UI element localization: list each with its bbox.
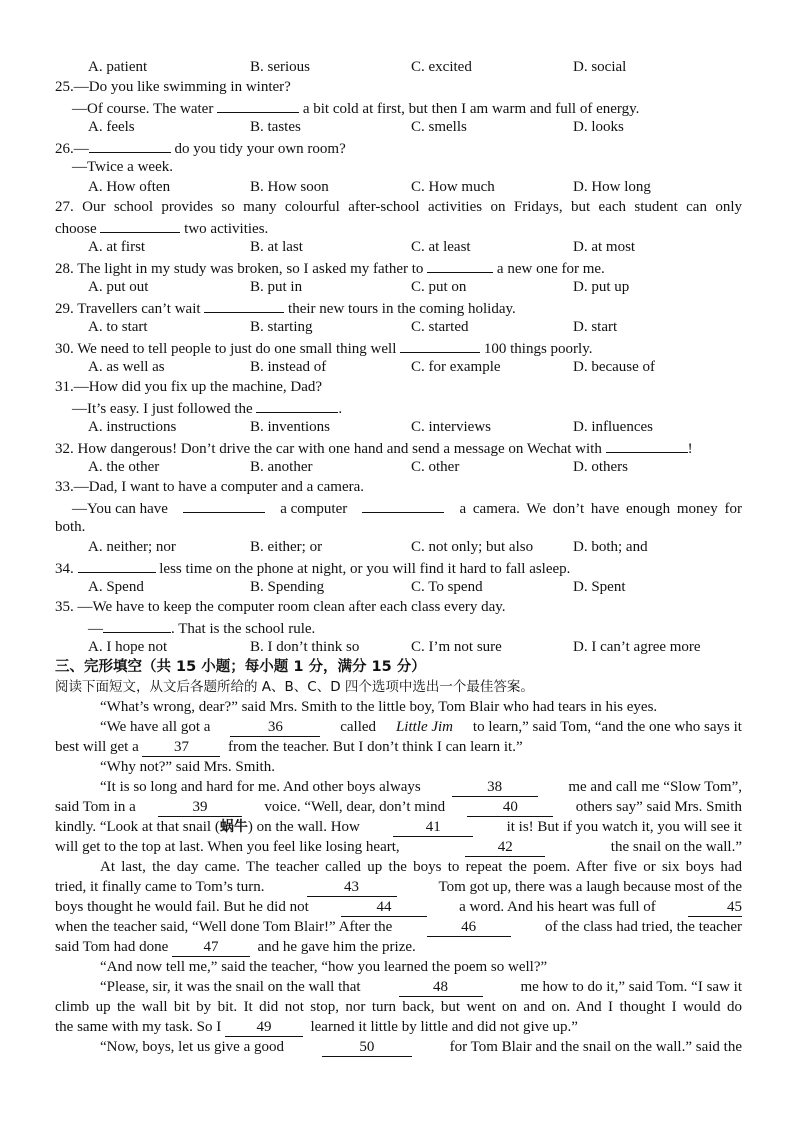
q26-option-a[interactable]: A. How often: [88, 179, 171, 195]
q32-stem: 32. How dangerous! Don’t drive the car with one hand and send a message on Wechat with !: [55, 437, 693, 459]
passage-line-12: when the teacher said, “Well done Tom Blair!” After the 46 of the class had tried, the teacher: [55, 919, 742, 935]
passage-line-8: will get to the top at last. When you feel like losing heart, 42 the snail on the wall.”: [55, 839, 742, 855]
passage-line-14: “And now tell me,” said the teacher, “how you learned the poem so well?”: [100, 959, 548, 975]
passage-line-4: “Why not?” said Mrs. Smith.: [100, 759, 275, 775]
q27-option-d[interactable]: D. at most: [573, 239, 636, 255]
q25-option-a[interactable]: A. feels: [88, 119, 135, 135]
blank-40[interactable]: 40: [467, 799, 553, 817]
q30-option-a[interactable]: A. as well as: [88, 359, 165, 375]
passage-line-7: kindly. “Look at that snail (蜗牛) on the wall. How 41 it is! But if you watch it, you will see it: [55, 819, 742, 835]
q35-option-a[interactable]: A. I hope not: [88, 639, 168, 655]
q35-option-d[interactable]: D. I can’t agree more: [573, 639, 701, 655]
q33-answer-cont: both.: [55, 519, 86, 535]
q30-option-c[interactable]: C. for example: [411, 359, 501, 375]
q32-blank[interactable]: [606, 437, 688, 453]
q26-option-b[interactable]: B. How soon: [250, 179, 329, 195]
passage-line-2: “We have all got a 36 called Little Jim to learn,” said Tom, “and the one who says it: [100, 719, 742, 735]
q33-option-d[interactable]: D. both; and: [573, 539, 648, 555]
q29-blank[interactable]: [204, 297, 284, 313]
q29-option-d[interactable]: D. start: [573, 319, 618, 335]
q35-option-c[interactable]: C. I’m not sure: [411, 639, 502, 655]
q31-option-d[interactable]: D. influences: [573, 419, 653, 435]
blank-44[interactable]: 44: [341, 899, 427, 917]
q26-option-d[interactable]: D. How long: [573, 179, 651, 195]
q25-blank[interactable]: [217, 97, 299, 113]
passage-line-16: climb up the wall bit by bit. It did not stop, nor turn back, but went on and on. And I thought I would do: [55, 999, 742, 1015]
blank-47[interactable]: 47: [172, 939, 250, 957]
q25-stem: 25.—Do you like swimming in winter?: [55, 79, 291, 95]
q29-stem: 29. Travellers can’t wait their new tours in the coming holiday.: [55, 297, 516, 319]
q28-option-a[interactable]: A. put out: [88, 279, 149, 295]
q34-option-d[interactable]: D. Spent: [573, 579, 626, 595]
q35-answer-line: — . That is the school rule.: [88, 617, 315, 639]
q26-blank[interactable]: [89, 137, 171, 153]
q35-stem: 35. —We have to keep the computer room clean after each class every day.: [55, 599, 506, 615]
q24-option-c[interactable]: C. excited: [411, 59, 472, 75]
q33-blank-1[interactable]: [183, 497, 265, 513]
q29-option-b[interactable]: B. starting: [250, 319, 313, 335]
q32-option-c[interactable]: C. other: [411, 459, 460, 475]
q28-option-c[interactable]: C. put on: [411, 279, 467, 295]
blank-49[interactable]: 49: [225, 1019, 303, 1037]
q34-stem: 34. less time on the phone at night, or you will find it hard to fall asleep.: [55, 557, 570, 579]
q34-option-a[interactable]: A. Spend: [88, 579, 144, 595]
q34-option-b[interactable]: B. Spending: [250, 579, 325, 595]
q34-blank[interactable]: [78, 557, 156, 573]
q34-option-c[interactable]: C. To spend: [411, 579, 483, 595]
blank-48[interactable]: 48: [399, 979, 483, 997]
q25-option-c[interactable]: C. smells: [411, 119, 467, 135]
q26-answer-line: —Twice a week.: [72, 159, 173, 175]
q28-option-d[interactable]: D. put up: [573, 279, 630, 295]
q32-option-d[interactable]: D. others: [573, 459, 628, 475]
blank-41[interactable]: 41: [393, 819, 473, 837]
q33-option-c[interactable]: C. not only; but also: [411, 539, 534, 555]
q31-option-c[interactable]: C. interviews: [411, 419, 491, 435]
q32-option-a[interactable]: A. the other: [88, 459, 160, 475]
blank-45[interactable]: 45: [688, 899, 742, 917]
q27-option-a[interactable]: A. at first: [88, 239, 146, 255]
q33-answer-line: —You can have a computer a camera. We don’t have enough money for: [72, 497, 742, 519]
passage-line-11: boys thought he would fail. But he did not 44 a word. And his heart was full of 45: [55, 899, 742, 915]
q24-option-b[interactable]: B. serious: [250, 59, 310, 75]
blank-36[interactable]: 36: [230, 719, 320, 737]
passage-line-3: best will get a 37 from the teacher. But I don’t think I can learn it.”: [55, 739, 523, 755]
passage-line-9: At last, the day came. The teacher called up the boys to repeat the poem. After five or six boys had: [100, 859, 742, 875]
passage-line-18: “Now, boys, let us give a good 50 for Tom Blair and the snail on the wall.” said the: [100, 1039, 742, 1055]
q33-option-b[interactable]: B. either; or: [250, 539, 323, 555]
q28-blank[interactable]: [427, 257, 493, 273]
q26-option-c[interactable]: C. How much: [411, 179, 495, 195]
q30-option-d[interactable]: D. because of: [573, 359, 656, 375]
q30-blank[interactable]: [400, 337, 480, 353]
q32-option-b[interactable]: B. another: [250, 459, 313, 475]
q27-option-c[interactable]: C. at least: [411, 239, 471, 255]
q31-option-b[interactable]: B. inventions: [250, 419, 331, 435]
passage-line-17: the same with my task. So I 49 learned it little by little and did not give up.”: [55, 1019, 578, 1035]
q28-stem: 28. The light in my study was broken, so I asked my father to a new one for me.: [55, 257, 605, 279]
q26-stem: 26.— do you tidy your own room?: [55, 137, 346, 159]
blank-46[interactable]: 46: [427, 919, 511, 937]
passage-line-6: said Tom in a 39 voice. “Well, dear, don’t mind 40 others say” said Mrs. Smith: [55, 799, 742, 815]
q31-blank[interactable]: [256, 397, 338, 413]
passage-line-5: “It is so long and hard for me. And other boys always 38 me and call me “Slow Tom”,: [100, 779, 742, 795]
q33-option-a[interactable]: A. neither; nor: [88, 539, 176, 555]
q30-stem: 30. We need to tell people to just do one small thing well 100 things poorly.: [55, 337, 593, 359]
passage-line-10: tried, it finally came to Tom’s turn. 43 Tom got up, there was a laugh because most of the: [55, 879, 742, 895]
q31-option-a[interactable]: A. instructions: [88, 419, 177, 435]
section-instruction: 阅读下面短文，从文后各题所给的 A、B、C、D 四个选项中选出一个最佳答案。: [55, 679, 534, 695]
q31-stem: 31.—How did you fix up the machine, Dad?: [55, 379, 323, 395]
q24-option-a[interactable]: A. patient: [88, 59, 148, 75]
q29-option-a[interactable]: A. to start: [88, 319, 148, 335]
q35-option-b[interactable]: B. I don’t think so: [250, 639, 360, 655]
passage-line-15: “Please, sir, it was the snail on the wall that 48 me how to do it,” said Tom. “I saw it: [100, 979, 742, 995]
q29-option-c[interactable]: C. started: [411, 319, 469, 335]
q27-blank[interactable]: [100, 217, 180, 233]
poem-title: Little Jim: [395, 719, 454, 735]
q24-option-d[interactable]: D. social: [573, 59, 627, 75]
blank-39[interactable]: 39: [158, 799, 242, 817]
blank-38[interactable]: 38: [452, 779, 538, 797]
section-title: 三、完形填空（共 15 小题；每小题 1 分，满分 15 分）: [55, 659, 426, 675]
q27-stem: 27. Our school provides so many colourful after-school activities on Fridays, but each student can only: [55, 199, 742, 215]
blank-42[interactable]: 42: [465, 839, 545, 857]
q27-option-b[interactable]: B. at last: [250, 239, 303, 255]
blank-37[interactable]: 37: [142, 739, 220, 757]
q31-answer-line: —It’s easy. I just followed the .: [72, 397, 342, 419]
snail-chinese-gloss: 蜗牛: [219, 819, 248, 835]
q25-answer-line: —Of course. The water a bit cold at first, but then I am warm and full of energy.: [72, 97, 639, 119]
q28-option-b[interactable]: B. put in: [250, 279, 303, 295]
passage-line-1: “What’s wrong, dear?” said Mrs. Smith to the little boy, Tom Blair who had tears in his eyes.: [100, 699, 658, 715]
blank-43[interactable]: 43: [307, 879, 397, 897]
q25-option-b[interactable]: B. tastes: [250, 119, 301, 135]
q27-stem-cont: choose two activities.: [55, 217, 268, 239]
blank-50[interactable]: 50: [322, 1039, 412, 1057]
q33-blank-2[interactable]: [362, 497, 444, 513]
q33-stem: 33.—Dad, I want to have a computer and a camera.: [55, 479, 365, 495]
passage-line-13: said Tom had done 47 and he gave him the prize.: [55, 939, 416, 955]
q25-option-d[interactable]: D. looks: [573, 119, 624, 135]
q30-option-b[interactable]: B. instead of: [250, 359, 327, 375]
q35-blank[interactable]: [103, 617, 171, 633]
